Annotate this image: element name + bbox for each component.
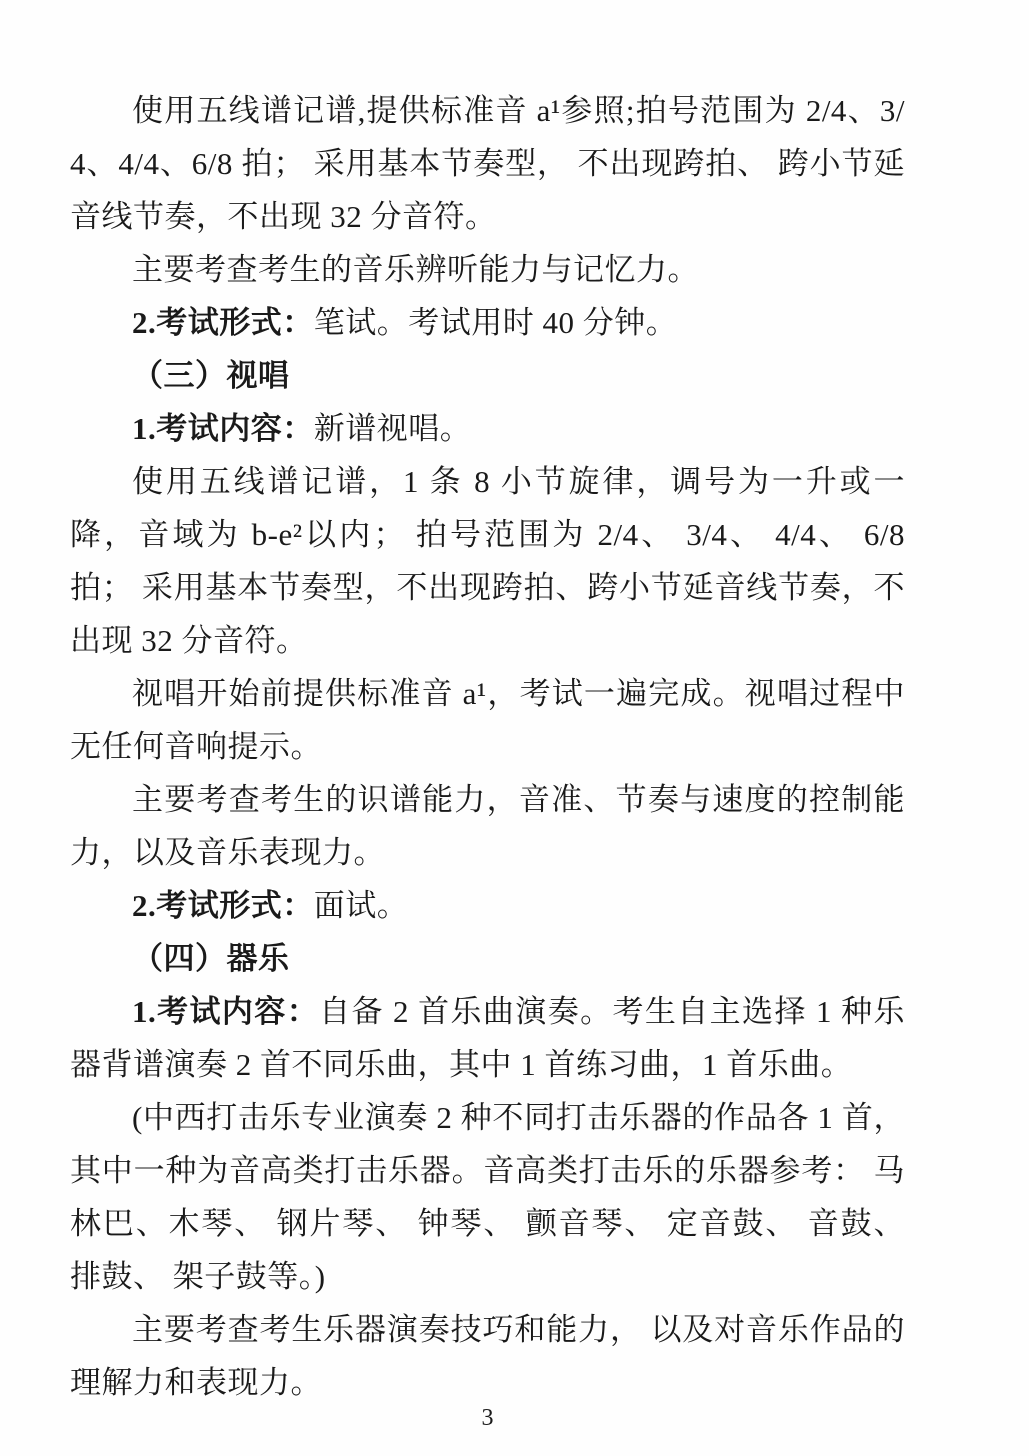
paragraph-text: 主要考查考生的音乐辨听能力与记忆力。: [132, 252, 699, 287]
document-body: [70, 84, 905, 1409]
paragraph-text: 自备 2 首乐曲演奏。考生自主选择 1 种乐器背谱演奏 2 首不同乐曲，其中 1 首练习曲，1 首乐曲。: [70, 994, 906, 1082]
heading-exam-content-sight-singing: [70, 402, 905, 455]
paragraph-sight-singing-assessment: [70, 773, 905, 879]
paragraph-text: 使用五线谱记谱，1 条 8 小节旋律，调号为一升或一降，音域为 b-e²以内； 拍号范围为 2/4、 3/4、 4/4、 6/8 拍； 采用基本节奏型，不出现跨拍、跨小节延音线节奏，不出现 32 分音符。: [70, 464, 905, 658]
paragraph-staff-notation-rules: [70, 84, 905, 243]
paragraph-instrumental-assessment: [70, 1303, 905, 1409]
paragraph-text: 使用五线谱记谱,提供标准音 a¹参照;拍号范围为 2/4、3/4、4/4、6/8 拍； 采用基本节奏型， 不出现跨拍、 跨小节延音线节奏，不出现 32 分音符。: [70, 93, 905, 234]
section-heading-label: （四）器乐: [132, 941, 290, 976]
heading-label: 2.考试形式：: [132, 888, 314, 923]
heading-label: 2.考试形式：: [132, 305, 314, 340]
paragraph-text: 主要考查考生的识谱能力，音准、节奏与速度的控制能力，以及音乐表现力。: [70, 782, 905, 870]
heading-exam-format-written: [70, 296, 905, 349]
paragraph-listening-assessment: [70, 243, 905, 296]
section-heading-label: （三）视唱: [132, 358, 290, 393]
paragraph-text: 视唱开始前提供标准音 a¹，考试一遍完成。视唱过程中无任何音响提示。: [70, 676, 905, 764]
section-heading-sight-singing: [70, 349, 905, 402]
page-number: 3: [481, 1405, 494, 1431]
paragraph-percussion-note: [70, 1091, 905, 1303]
paragraph-text: 面试。: [313, 888, 409, 923]
heading-label: 1.考试内容：: [132, 411, 314, 446]
paragraph-sight-singing-rules: [70, 455, 905, 667]
paragraph-text: (中西打击乐专业演奏 2 种不同打击乐器的作品各 1 首，其中一种为音高类打击乐器。音高类打击乐的乐器参考： 马林巴、木琴、 钢片琴、 钟琴、 颤音琴、 定音鼓、 音鼓、 排鼓、 架子鼓等。): [70, 1100, 905, 1294]
section-heading-instrumental: [70, 932, 905, 985]
paragraph-text: 笔试。考试用时 40 分钟。: [313, 305, 678, 340]
paragraph-text: 新谱视唱。: [313, 411, 472, 446]
paragraph-text: 主要考查考生乐器演奏技巧和能力， 以及对音乐作品的理解力和表现力。: [70, 1312, 905, 1400]
heading-exam-format-interview: [70, 879, 905, 932]
heading-label: 1.考试内容：: [132, 994, 320, 1029]
paragraph-reference-tone: [70, 667, 905, 773]
heading-exam-content-instrumental: [70, 985, 905, 1091]
